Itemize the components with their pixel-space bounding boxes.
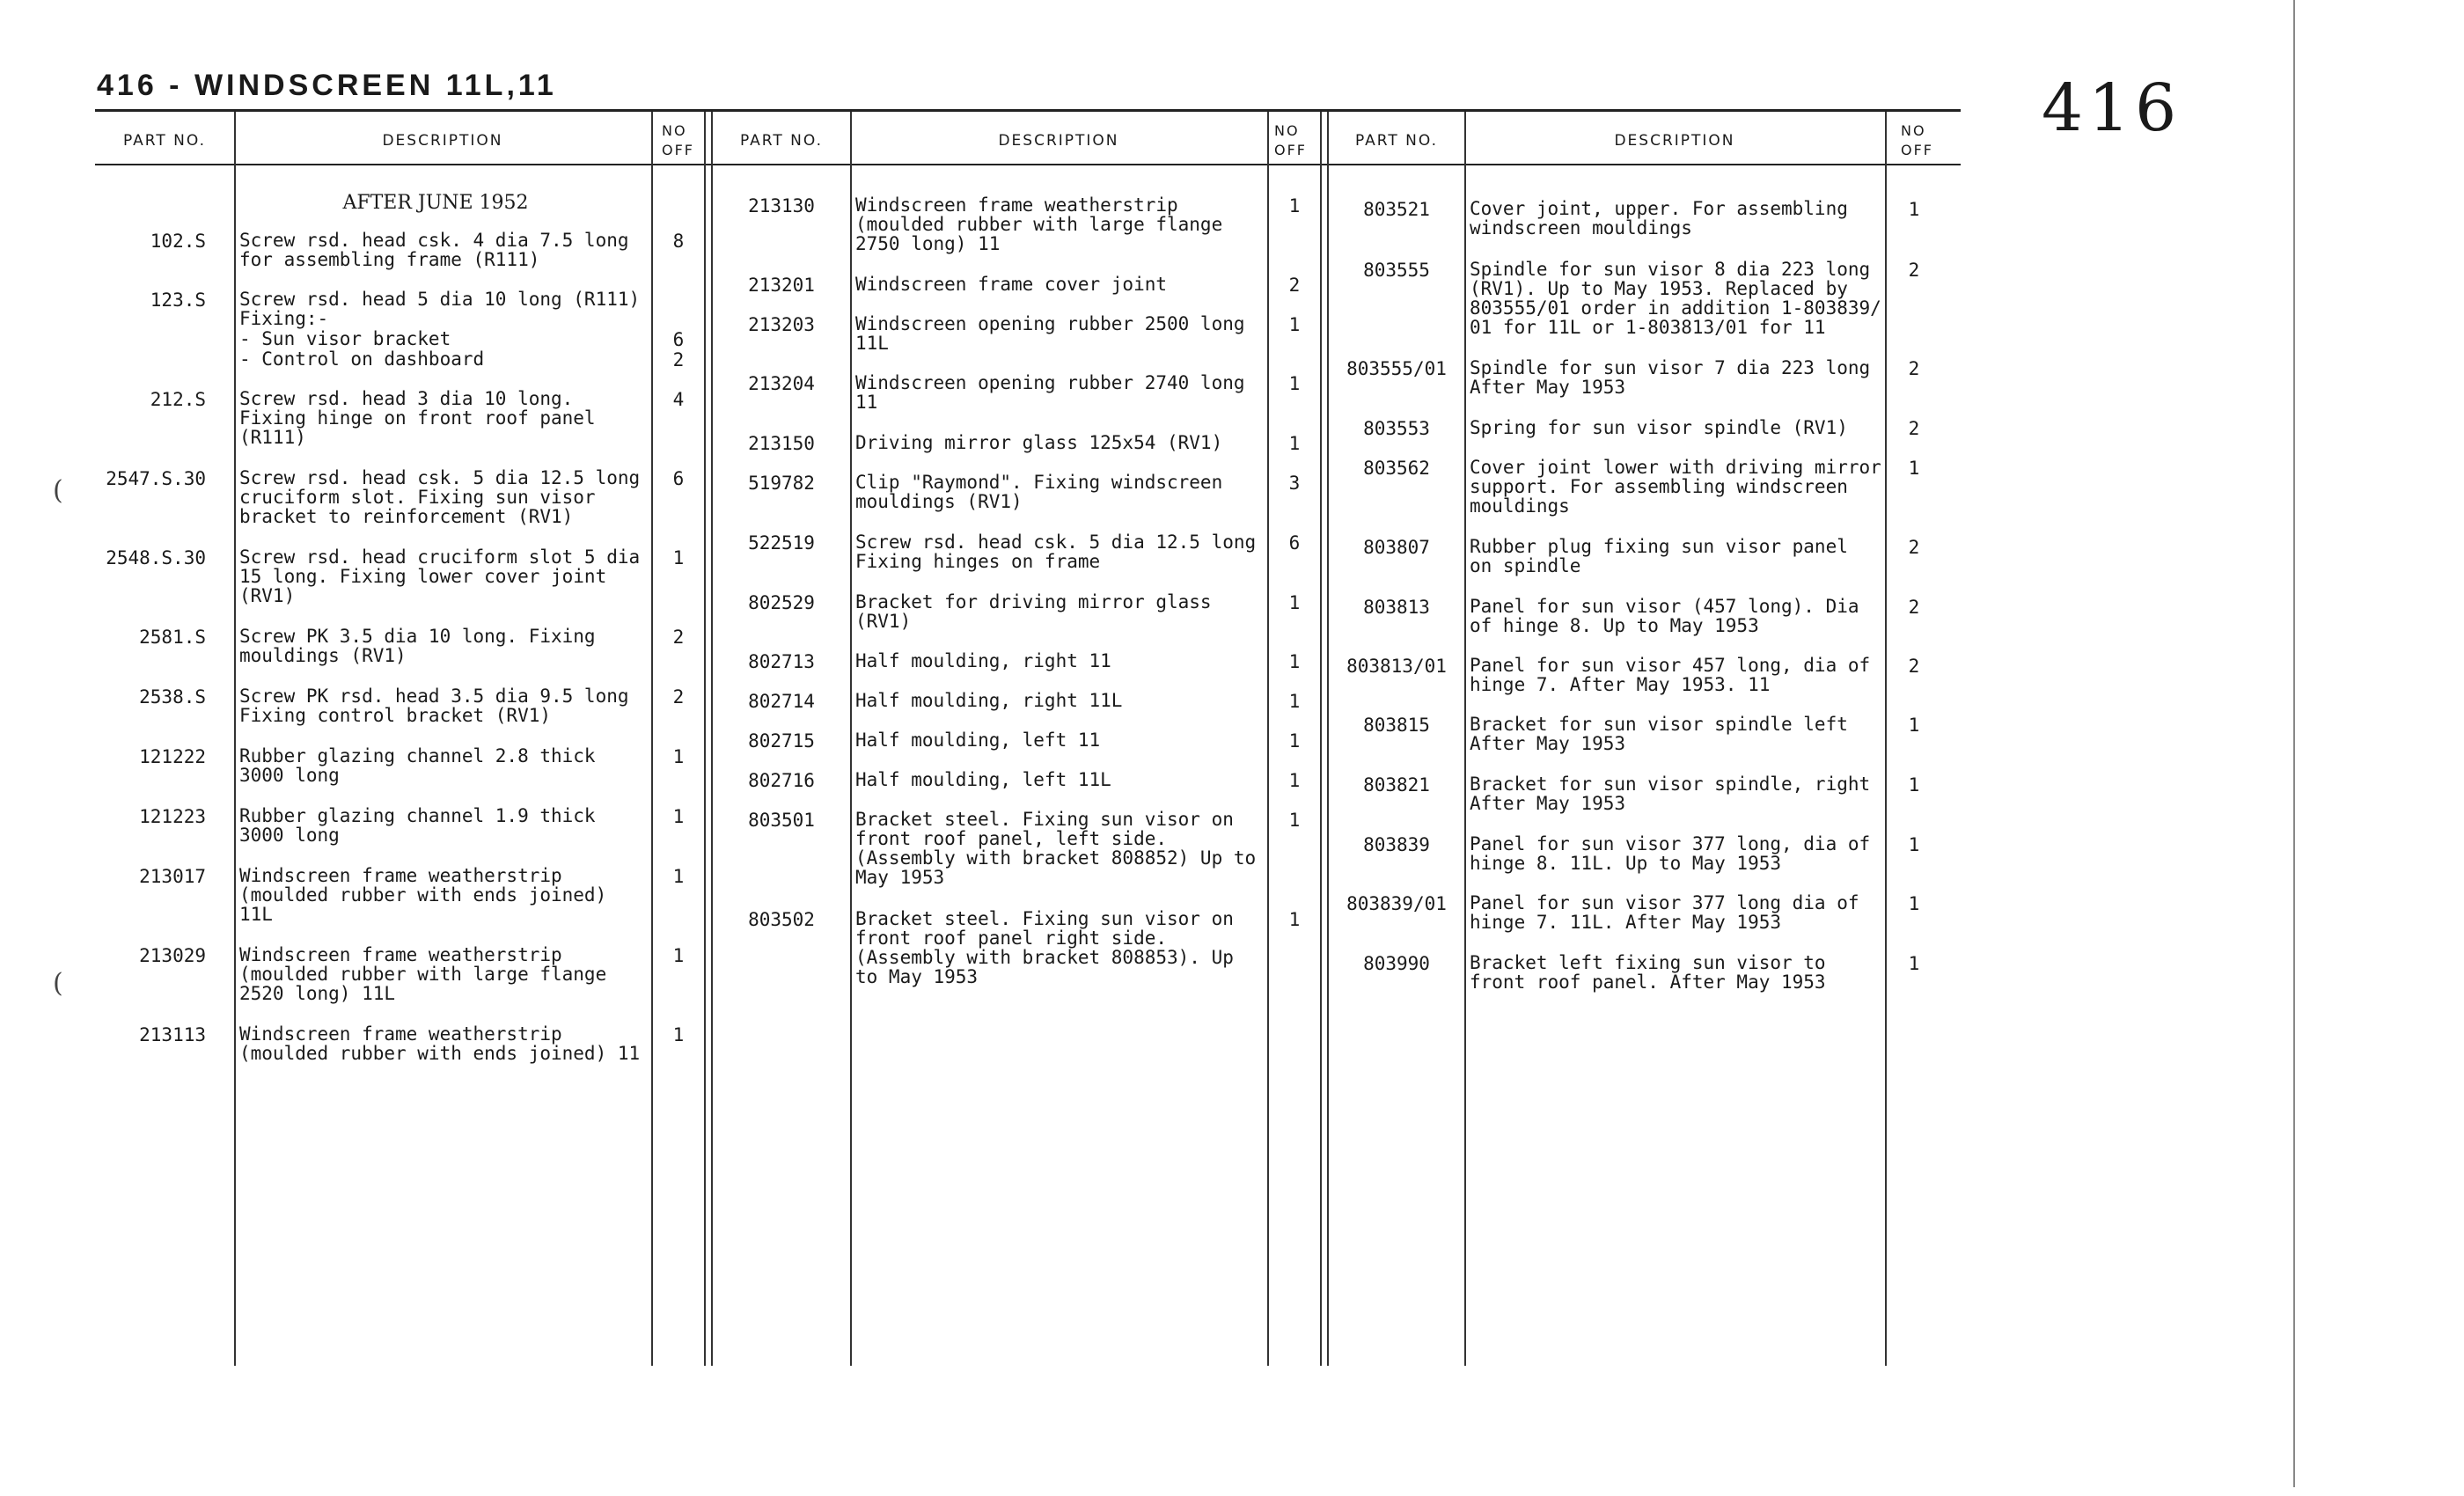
- quantity: 1: [1908, 199, 1920, 220]
- header-no-off: NO OFF: [1274, 122, 1307, 158]
- quantity: 2: [1908, 537, 1920, 558]
- part-number: 803813: [1363, 597, 1430, 618]
- page-edge-line: [2293, 0, 2295, 1487]
- part-description: Windscreen opening rubber 2500 long 11L: [855, 313, 1245, 354]
- header-part-no: PART NO.: [123, 132, 206, 150]
- column-divider: [234, 112, 236, 1366]
- part-number: 213150: [748, 433, 815, 454]
- part-description: Screw PK rsd. head 3.5 dia 9.5 long Fixing control bracket (RV1): [239, 686, 629, 726]
- quantity: 1: [672, 806, 685, 827]
- part-description: Half moulding, left 11: [855, 730, 1101, 751]
- margin-bracket-mark: (: [53, 968, 63, 999]
- part-number: 121222: [139, 746, 206, 767]
- part-description: Windscreen frame weatherstrip (moulded rubber with ends joined) 11L: [239, 865, 607, 925]
- part-number: 802716: [748, 770, 815, 791]
- part-number: 213113: [139, 1024, 206, 1045]
- part-number: 121223: [139, 806, 206, 827]
- part-description: Screw rsd. head csk. 5 dia 12.5 long cruciform slot. Fixing sun visor bracket to reinforcement (RV1): [239, 467, 641, 527]
- top-rule: [95, 109, 1961, 112]
- column-divider: [1327, 112, 1329, 1366]
- quantity: 2: [672, 627, 685, 648]
- part-description: Screw PK 3.5 dia 10 long. Fixing mouldings (RV1): [239, 626, 596, 666]
- quantity: 6: [1288, 532, 1301, 554]
- part-description: Bracket steel. Fixing sun visor on front roof panel right side. (Assembly with bracket 808853). Up to May 1953: [855, 908, 1234, 987]
- quantity: 2: [1908, 418, 1920, 439]
- quantity: 1: [1288, 691, 1301, 712]
- part-number: 102.S: [150, 231, 206, 252]
- part-number: 802713: [748, 651, 815, 672]
- part-number: 2548.S.30: [106, 547, 206, 568]
- part-number: 803990: [1363, 953, 1430, 974]
- quantity: 1: [1908, 774, 1920, 796]
- quantity: 6: [672, 468, 685, 489]
- part-number: 802714: [748, 691, 815, 712]
- part-description: Rubber plug fixing sun visor panel on spindle: [1470, 536, 1848, 576]
- part-description: Half moulding, left 11L: [855, 769, 1111, 790]
- part-description: Half moulding, right 11L: [855, 690, 1123, 711]
- part-description: Panel for sun visor 377 long, dia of hinge 8. 11L. Up to May 1953: [1470, 833, 1871, 874]
- part-description: Panel for sun visor 377 long dia of hinge 7. 11L. After May 1953: [1470, 892, 1859, 933]
- header-description: DESCRIPTION: [382, 132, 503, 150]
- page-title: 416 - WINDSCREEN 11L,11: [97, 69, 557, 102]
- part-description: Cover joint lower with driving mirror support. For assembling windscreen mouldings: [1470, 457, 1881, 517]
- part-description: Cover joint, upper. For assembling windscreen mouldings: [1470, 198, 1848, 238]
- quantity: 2: [1908, 656, 1920, 677]
- quantity: 1: [1908, 834, 1920, 855]
- part-number: 213203: [748, 314, 815, 335]
- quantity: 1: [1908, 893, 1920, 914]
- part-number: 803839: [1363, 834, 1430, 855]
- part-description: Spindle for sun visor 8 dia 223 long (RV1). Up to May 1953. Replaced by 803555/01 order in addition 1-803839/ 01 for 11L or 1-803813/01 for 11: [1470, 259, 1881, 338]
- part-number: 213130: [748, 195, 815, 216]
- part-number: 803813/01: [1346, 656, 1447, 677]
- quantity: 2: [672, 686, 685, 708]
- quantity: 1: [1908, 458, 1920, 479]
- quantity: 1: [672, 547, 685, 568]
- part-description: Panel for sun visor (457 long). Dia of hinge 8. Up to May 1953: [1470, 596, 1859, 636]
- part-number: 803821: [1363, 774, 1430, 796]
- quantity: 2: [1288, 275, 1301, 296]
- header-rule: [95, 164, 1961, 165]
- part-description: Panel for sun visor 457 long, dia of hinge 7. After May 1953. 11: [1470, 655, 1871, 695]
- quantity: 1: [1288, 810, 1301, 831]
- quantity: 2: [1908, 260, 1920, 281]
- column-divider: [1464, 112, 1466, 1366]
- part-number: 123.S: [150, 290, 206, 311]
- part-description: Windscreen frame weatherstrip (moulded rubber with large flange 2750 long) 11: [855, 194, 1223, 254]
- header-no-off: NO OFF: [662, 122, 694, 158]
- margin-bracket-mark: (: [53, 475, 63, 506]
- quantity: 2: [1908, 597, 1920, 618]
- column-divider: [850, 112, 852, 1366]
- part-number: 2538.S: [139, 686, 206, 708]
- part-number: 803521: [1363, 199, 1430, 220]
- quantity: 2: [1908, 358, 1920, 379]
- quantity: 1: [1288, 651, 1301, 672]
- part-description: Screw rsd. head csk. 4 dia 7.5 long for assembling frame (R111): [239, 230, 629, 270]
- part-description: Rubber glazing channel 1.9 thick 3000 long: [239, 805, 596, 846]
- part-number: 212.S: [150, 389, 206, 410]
- quantity: 1: [672, 1024, 685, 1045]
- part-description: Driving mirror glass 125x54 (RV1): [855, 432, 1223, 453]
- header-description: DESCRIPTION: [998, 132, 1119, 150]
- part-number: 803502: [748, 909, 815, 930]
- part-number: 803555/01: [1346, 358, 1447, 379]
- part-number: 2581.S: [139, 627, 206, 648]
- part-description: Bracket left fixing sun visor to front roof panel. After May 1953: [1470, 952, 1826, 993]
- part-description: Bracket for sun visor spindle, right After May 1953: [1470, 774, 1871, 814]
- part-description: Bracket for sun visor spindle left After May 1953: [1470, 714, 1848, 754]
- quantity: 1: [1288, 730, 1301, 752]
- column-divider: [1885, 112, 1887, 1366]
- part-description: - Sun visor bracket: [239, 328, 451, 349]
- part-number: 803562: [1363, 458, 1430, 479]
- part-number: 802529: [748, 592, 815, 613]
- part-description: Screw rsd. head 5 dia 10 long (R111) Fixing:-: [239, 289, 641, 329]
- quantity: 2: [672, 349, 685, 370]
- quantity: 1: [1288, 433, 1301, 454]
- quantity: 1: [1288, 195, 1301, 216]
- part-description: Rubber glazing channel 2.8 thick 3000 long: [239, 745, 596, 786]
- header-description: DESCRIPTION: [1614, 132, 1735, 150]
- part-number: 803815: [1363, 715, 1430, 736]
- part-description: Screw rsd. head csk. 5 dia 12.5 long Fixing hinges on frame: [855, 532, 1257, 572]
- part-description: Half moulding, right 11: [855, 650, 1111, 671]
- header-no-off: NO OFF: [1901, 122, 1933, 158]
- part-description: Windscreen opening rubber 2740 long 11: [855, 372, 1245, 413]
- quantity: 3: [1288, 473, 1301, 494]
- part-description: Spring for sun visor spindle (RV1): [1470, 417, 1848, 438]
- header-part-no: PART NO.: [740, 132, 823, 150]
- part-number: 802715: [748, 730, 815, 752]
- part-description: Spindle for sun visor 7 dia 223 long After May 1953: [1470, 357, 1871, 398]
- part-number: 213029: [139, 945, 206, 966]
- column-divider: [1320, 112, 1322, 1366]
- part-number: 519782: [748, 473, 815, 494]
- part-description: Windscreen frame weatherstrip (moulded rubber with ends joined) 11: [239, 1023, 641, 1064]
- part-description: Windscreen frame cover joint: [855, 274, 1168, 295]
- part-description: Bracket for driving mirror glass (RV1): [855, 591, 1212, 632]
- quantity: 1: [672, 746, 685, 767]
- part-description: Screw rsd. head cruciform slot 5 dia 15 long. Fixing lower cover joint (RV1): [239, 546, 641, 606]
- part-number: 213204: [748, 373, 815, 394]
- part-number: 522519: [748, 532, 815, 554]
- quantity: 1: [1908, 953, 1920, 974]
- quantity: 1: [672, 866, 685, 887]
- section-heading: AFTER JUNE 1952: [342, 192, 529, 214]
- part-number: 803553: [1363, 418, 1430, 439]
- part-number: 803555: [1363, 260, 1430, 281]
- header-part-no: PART NO.: [1355, 132, 1438, 150]
- part-number: 2547.S.30: [106, 468, 206, 489]
- quantity: 1: [1288, 314, 1301, 335]
- quantity: 1: [1908, 715, 1920, 736]
- part-description: Screw rsd. head 3 dia 10 long. Fixing hinge on front roof panel (R111): [239, 388, 596, 448]
- quantity: 6: [672, 329, 685, 350]
- part-number: 213201: [748, 275, 815, 296]
- part-number: 803501: [748, 810, 815, 831]
- part-description: - Control on dashboard: [239, 348, 485, 370]
- part-number: 803839/01: [1346, 893, 1447, 914]
- quantity: 1: [1288, 373, 1301, 394]
- part-number: 213017: [139, 866, 206, 887]
- part-description: Windscreen frame weatherstrip (moulded rubber with large flange 2520 long) 11L: [239, 944, 607, 1004]
- quantity: 1: [1288, 909, 1301, 930]
- column-divider: [704, 112, 706, 1366]
- part-description: Bracket steel. Fixing sun visor on front roof panel, left side. (Assembly with bracket 808852) Up to May 1953: [855, 809, 1257, 888]
- part-number: 803807: [1363, 537, 1430, 558]
- quantity: 1: [1288, 592, 1301, 613]
- quantity: 1: [1288, 770, 1301, 791]
- handwritten-page-number: 416: [2042, 70, 2182, 146]
- quantity: 4: [672, 389, 685, 410]
- quantity: 1: [672, 945, 685, 966]
- part-description: Clip "Raymond". Fixing windscreen mouldings (RV1): [855, 472, 1223, 512]
- quantity: 8: [672, 231, 685, 252]
